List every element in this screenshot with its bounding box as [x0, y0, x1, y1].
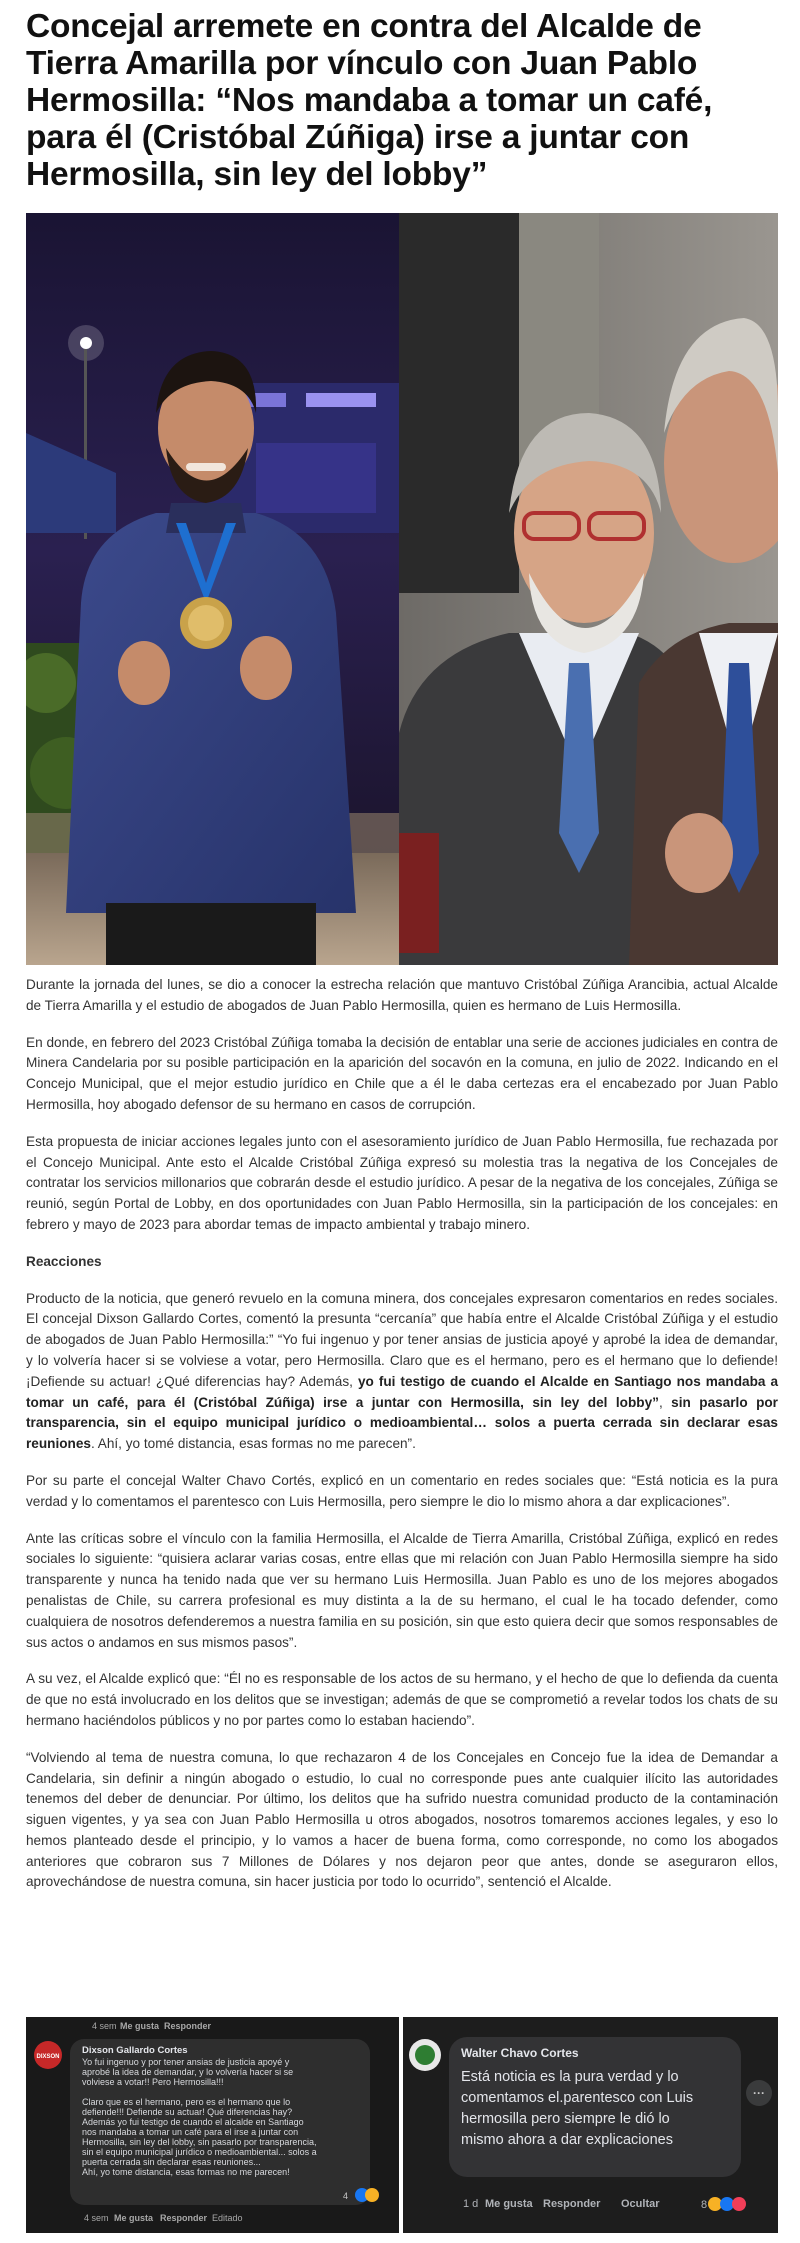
paragraph-5: Por su parte el concejal Walter Chavo Cortés, explicó en un comentario en redes sociales que: “Está noticia es la pura verdad y lo comentamos el parentesco con Luis Hermosilla, pero siempre le dio lo mismo ahora a dar explicaciones”. [26, 1472, 778, 1509]
comment-line: Claro que es el hermano, pero es el hermano que lo [82, 2097, 291, 2107]
comment-line: defiende!!! Defiende su actuar! Qué diferencias hay? [82, 2107, 293, 2117]
comment-line: Está noticia es la pura verdad y lo [461, 2069, 679, 2085]
comment-walter-render [403, 2017, 778, 2233]
paragraph-8: “Volviendo al tema de nuestra comuna, lo que rechazaron 4 de los Concejales en Concejo fue la idea de Demandar a Candelaria, sin definir a ningún abogado o estudio, lo cual no corresponde pues ante cualquier ilícito las autoridades tenemos del deber de denunciar. Por último, los delitos que ha sufrido nuestra comunidad producto de la contaminación siguen vigentes, y ya sea con Juan Pablo Hermosilla u otros abogados, nosotros tomaremos acciones legales, y eso lo hemos planteado desde el principio, y lo vamos a hacer de buena forma, como corresponde, no como los abogados anteriores que cobraron sus 7 Millones de Dólares y nos dejaron peor que antes, donde se aseguraron ellos, aprovechándose de nuestra comuna, sin hacer justicia por todo lo ocurrido”, sentenció el Alcalde. [26, 1749, 778, 1890]
comment-author[interactable]: Dixson Gallardo Cortes [82, 2045, 188, 2056]
article-body [26, 975, 778, 1909]
reply-button[interactable]: Responder [543, 2198, 601, 2210]
comment-author[interactable]: Walter Chavo Cortes [461, 2046, 579, 2060]
comment-line: nos mandaba a tomar un café para el irse a juntar con [82, 2127, 299, 2137]
p4-bold-quote: yo fui testigo de cuando el Alcalde en Santiago nos mandaba a tomar un café, para él (Cristóbal Zúñiga) irse a juntar con Hermosilla, sin ley del lobby” [26, 1373, 778, 1410]
wow-reaction-icon [708, 2197, 722, 2211]
hide-button[interactable]: Ocultar [621, 2198, 660, 2210]
hero-photo [26, 213, 778, 965]
top-meta-time: 4 sem [92, 2021, 117, 2031]
p4-bold-quote-2: sin pasarlo por transparencia, sin el equipo municipal jurídico o medioambiental… solos a puerta cerrada sin declarar esas reuniones [26, 1394, 778, 1452]
paragraph-4 [26, 1289, 778, 1455]
article [26, 0, 778, 2223]
top-meta-like[interactable]: Me gusta [120, 2021, 160, 2031]
comment-line: Yo fui ingenuo y por tener ansias de justicia apoyé y [82, 2057, 290, 2067]
reaction-count: 8 [701, 2199, 708, 2211]
comment-screenshot-walter [403, 2017, 778, 2233]
social-comments [26, 2017, 778, 2233]
photo-two-men [399, 213, 778, 965]
comment-line: Hermosilla, sin ley del lobby, sin pasarlo por transparencia, [82, 2137, 317, 2147]
top-meta-reply[interactable]: Responder [164, 2021, 212, 2031]
p4-text-a: Producto de la noticia, que generó revuelo en la comuna minera, dos concejales expresaron comentarios en redes sociales. El concejal Dixson Gallardo Cortes, comentó la presunta “cercanía” que había entre el Alcalde Cristóbal Zúñiga y el estudio de abogados de Juan Pablo Hermosilla:” “Yo fui ingenuo y por tener ansias de justicia apoyé y aprobé la idea de demandar, y lo volvería hacer si se volviese a votar, pero Hermosilla. Claro que es el hermano, pero es el hermano que lo defiende! ¡Defiende su actuar! ¿Qué diferencias hay? Además, [26, 1290, 778, 1389]
photo-medal-man [26, 213, 399, 965]
comment-line: Además yo fui testigo de cuando el alcalde en Santiago [82, 2117, 304, 2127]
more-options-icon: ··· [753, 2086, 765, 2100]
comment-time: 4 sem [84, 2213, 109, 2223]
subheading-reacciones: Reacciones [26, 1253, 102, 1269]
like-reaction-icon [720, 2197, 734, 2211]
like-button[interactable]: Me gusta [485, 2198, 533, 2210]
paragraph-2: En donde, en febrero del 2023 Cristóbal Zúñiga tomaba la decisión de entablar una serie de acciones judiciales en contra de Minera Candelaria por su posible participación en la aparición del socavón en la comuna, en julio de 2022. Indicando en el Concejo Municipal, que el mejor estudio jurídico en Chile que a él le daba certezas era el encabezado por Juan Pablo Hermosilla, hoy abogado defensor de su hermano en casos de corrupción. [26, 1034, 778, 1112]
comment-time: 1 d [463, 2198, 479, 2210]
photo-two-men-illustration [399, 213, 778, 965]
comment-line: mismo ahora a dar explicaciones [461, 2132, 673, 2148]
paragraph-1: Durante la jornada del lunes, se dio a conocer la estrecha relación que mantuvo Cristóbal Zúñiga Arancibia, actual Alcalde de Tierra Amarilla y el estudio de abogados de Juan Pablo Hermosilla, quien es hermano de Luis Hermosilla. [26, 977, 778, 1013]
paragraph-6: Ante las críticas sobre el vínculo con la familia Hermosilla, el Alcalde de Tierra Amarilla, Cristóbal Zúñiga, explicó en redes sociales lo siguiente: “quisiera aclarar varias cosas, entre ellas que mi relación con Juan Pablo Hermosilla siempre ha sido transparente y nunca ha tenido nada que ver su hermano Luis Hermosilla. Juan Pablo es uno de los mejores abogados penalistas de Chile, su carrera profesional es muy distinta a la de su hermano, el cual le ha tocado defender, como cualquiera de nosotros defenderemos a nuestra familia en su posición, sin que esto quiera decir que somos responsables de sus actos o andamos en sus mismos pasos”. [26, 1530, 778, 1650]
reaction-count: 4 [342, 2191, 348, 2201]
comment-line: hermosilla pero siempre le dió lo [461, 2111, 670, 2127]
comment-line: aprobé la idea de demandar, y lo volvería hacer si se [82, 2067, 294, 2077]
comment-line: puerta cerrada sin declarar esas reuniones... [82, 2157, 261, 2167]
p4-text-e: . Ahí, yo tomé distancia, esas formas no me parecen”. [90, 1436, 416, 1452]
comment-line: sin el equipo municipal jurídico o medioambiental... solos a [82, 2147, 317, 2157]
paragraph-7: A su vez, el Alcalde explicó que: “Él no es responsable de los actos de su hermano, y el hecho de que lo defienda da cuenta de que no está involucrado en los delitos que se investigan; además de que se comprometió a revelar todos los chats de su hermano haciéndolos públicos y no por partes como lo estaban haciendo”. [26, 1671, 778, 1728]
headline: Concejal arremete en contra del Alcalde de Tierra Amarilla por vínculo con Juan Pablo Hermosilla: “Nos mandaba a tomar un café, para él (Cristóbal Zúñiga) irse a juntar con Hermosilla, sin ley del lobby” [26, 8, 713, 193]
love-reaction-icon [732, 2197, 746, 2211]
wow-reaction-icon [365, 2188, 379, 2202]
comment-screenshot-dixson [26, 2017, 399, 2233]
comment-line: Ahí, yo tome distancia, esas formas no me parecen! [82, 2167, 290, 2177]
avatar-text: DIXSON [36, 2054, 60, 2060]
p4-text-c: , [658, 1394, 672, 1410]
avatar-emblem-icon [415, 2045, 435, 2065]
photo-medal-man-illustration [26, 213, 399, 965]
paragraph-3: Esta propuesta de iniciar acciones legales junto con el asesoramiento jurídico de Juan Pablo Hermosilla, fue rechazada por el Concejo Municipal. Ante esto el Alcalde Cristóbal Zúñiga expresó su molestia tras la negativa de los Concejales de contratar los servicios millonarios que cobrarán desde el estudio jurídico. A pesar de la negativa de los concejales, Zúñiga se reunió, según Portal de Lobby, en dos oportunidades con Juan Pablo Hermosilla, sin la participación de los concejales: en febrero y mayo de 2023 para abordar temas de impacto ambiental y trabajo minero. [26, 1133, 778, 1232]
reply-button[interactable]: Responder [160, 2213, 208, 2223]
comment-line: comentamos el.parentesco con Luis [461, 2090, 694, 2106]
like-button[interactable]: Me gusta [114, 2213, 154, 2223]
edited-label: Editado [212, 2213, 243, 2223]
comment-line: volviese a votar!! Pero Hermosilla!!! [82, 2077, 224, 2087]
comment-dixson-render [26, 2017, 399, 2233]
